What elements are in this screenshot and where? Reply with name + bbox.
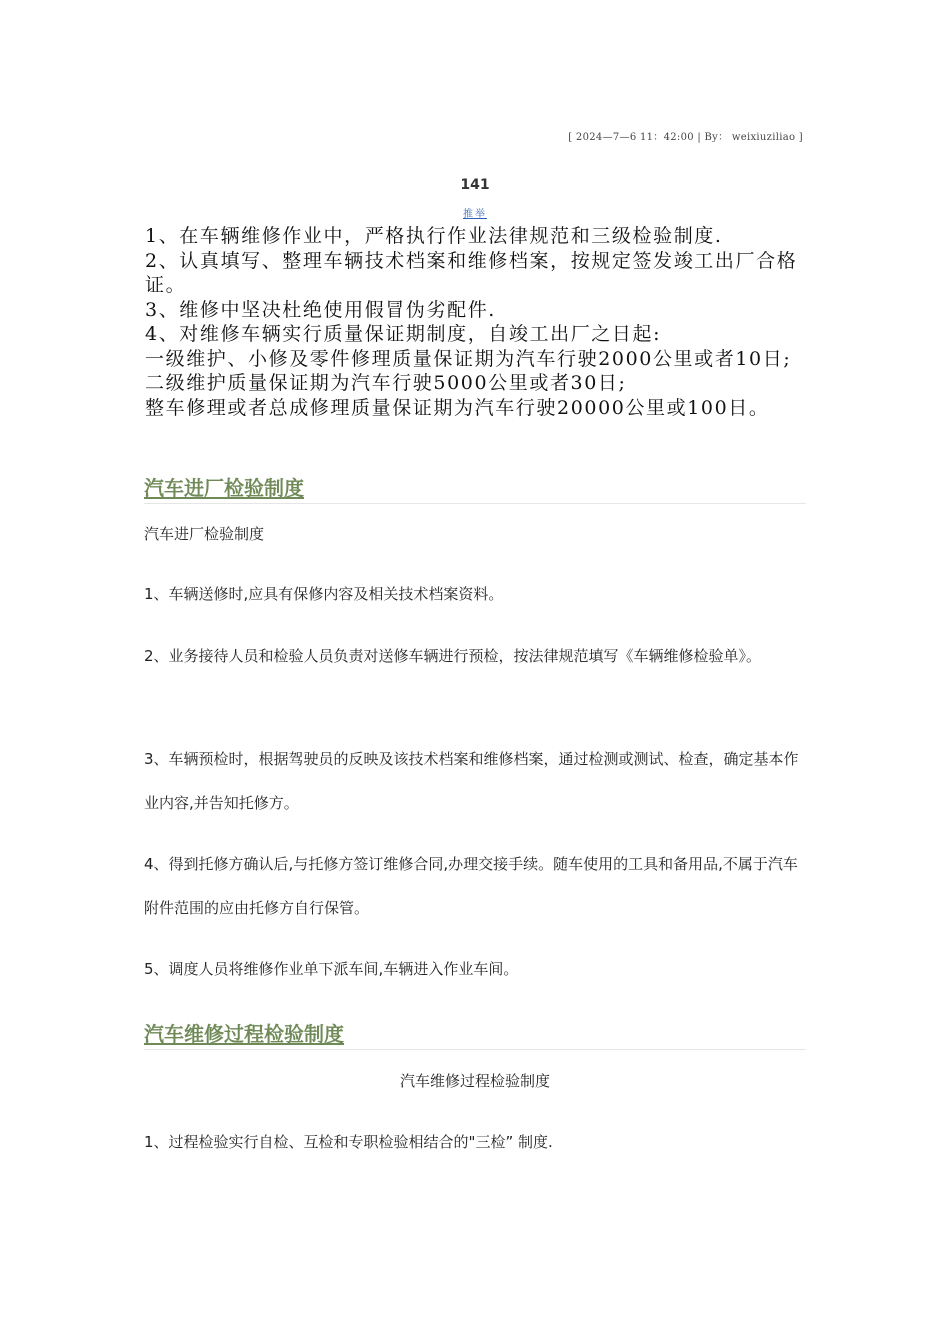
section-subtitle: 汽车进厂检验制度 [144, 525, 265, 543]
section-heading-entry-inspection[interactable] [144, 472, 806, 504]
intro-line: 4、对维修车辆实行质量保证期制度，自竣工出厂之日起: [145, 323, 662, 345]
intro-line: 整车修理或者总成修理质量保证期为汽车行驶20000公里或100日。 [145, 396, 770, 419]
list-item-text: 1、车辆送修时,应具有保修内容及相关技术档案资料。 [144, 585, 504, 603]
list-item-text: 2、业务接待人员和检验人员负责对送修车辆进行预检，按法律规范填写《车辆维修检验单》。 [144, 647, 762, 665]
list-item-text: 5、调度人员将维修作业单下派车间,车辆进入作业车间。 [144, 960, 519, 978]
list-item-text: 1、过程检验实行自检、互检和专职检验相结合的"三检” 制度. [144, 1133, 553, 1151]
intro-line: 二级维护质量保证期为汽车行驶5000公里或者30日; [145, 372, 627, 394]
intro-line: 一级维护、小修及零件修理质量保证期为汽车行驶2000公里或者10日; [145, 347, 792, 370]
section-subtitle: 汽车维修过程检验制度 [399, 1072, 550, 1090]
list-item [144, 634, 809, 678]
page-number: 141 [460, 177, 490, 193]
section-heading-link[interactable]: 汽车进厂检验制度 [144, 476, 304, 500]
list-item [144, 947, 809, 991]
list-item-text: 4、得到托修方确认后,与托修方签订维修合同,办理交接手续。随车使用的工具和备用品,不属于汽车附件范围的应由托修方自行保管。 [144, 855, 798, 917]
list-item [144, 572, 809, 616]
recommend-link[interactable]: 推举 [463, 209, 487, 220]
intro-block [145, 224, 815, 420]
list-item [144, 1120, 809, 1164]
section-heading-link[interactable]: 汽车维修过程检验制度 [144, 1022, 344, 1046]
post-meta: [ 2024—7—6 11：42:00 | By： weixiuziliao ] [568, 132, 803, 143]
list-item-text: 3、车辆预检时，根据驾驶员的反映及该技术档案和维修档案，通过检测或测试、检查，确定基本作业内容,并告知托修方。 [144, 750, 799, 812]
list-item [144, 737, 809, 825]
section-heading-process-inspection[interactable] [144, 1018, 806, 1050]
list-item [144, 842, 809, 930]
intro-line: 1、在车辆维修作业中，严格执行作业法律规范和三级检验制度. [145, 225, 723, 247]
intro-line: 2、认真填写、整理车辆技术档案和维修档案，按规定签发竣工出厂合格证。 [145, 249, 798, 296]
intro-line: 3、维修中坚决杜绝使用假冒伪劣配件. [145, 298, 496, 321]
